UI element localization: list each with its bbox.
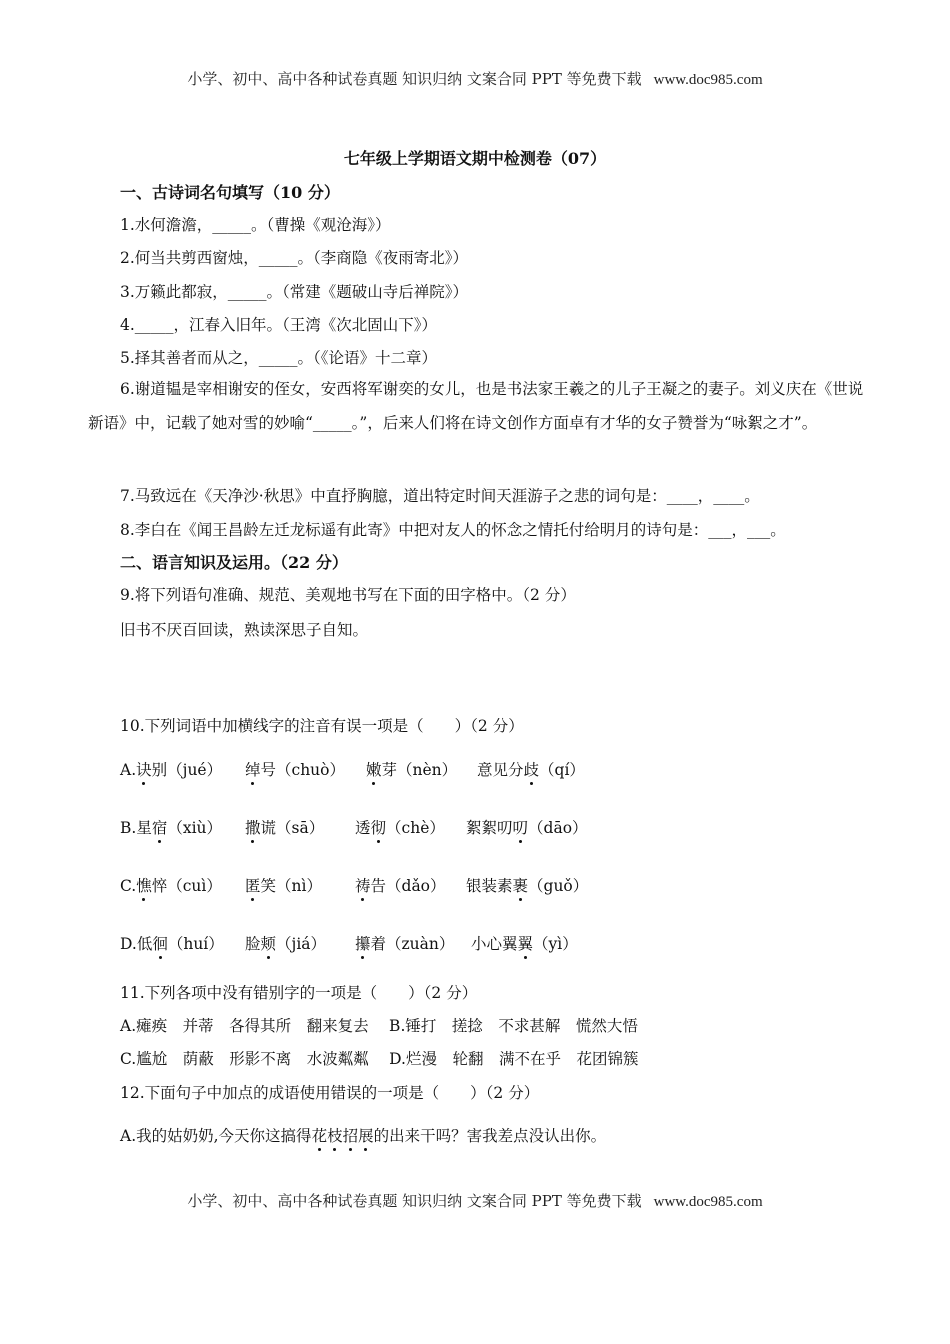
question-5: 5.择其善者而从之，_____。（《论语》十二章） xyxy=(120,349,438,367)
q12-option-a: A.我的姑奶奶,今天你这搞得花枝招展的出来干吗？害我差点没认出你。 xyxy=(120,1124,606,1146)
question-7: 7.马致远在《天净沙·秋思》中直抒胸臆，道出特定时间天涯游子之悲的词句是：____，____。 xyxy=(120,487,760,505)
dotted-char: 匿 xyxy=(245,874,261,896)
dotted-char: 展 xyxy=(358,1124,374,1146)
dotted-char: 撒 xyxy=(245,816,261,838)
header-site-link[interactable]: www.doc985.com xyxy=(653,72,763,88)
q10-option-d-word-3: 攥着（zuàn） xyxy=(355,932,454,954)
question-6: 6.谢道韫是宰相谢安的侄女，安西将军谢奕的女儿，也是书法家王羲之的儿子王凝之的妻子。刘义庆在《世说新语》中，记载了她对雪的妙喻“_____。”，后来人们将在诗文创作方面卓有才华的女子赞誉为“咏絮之才”。 xyxy=(88,380,864,432)
question-10: 10.下列词语中加横线字的注音有误一项是（ ）（2 分） xyxy=(120,717,524,735)
question-12: 12.下面句子中加点的成语使用错误的一项是（ ）（2 分） xyxy=(120,1084,540,1102)
q10-option-a-word-2: 绰号（chuò） xyxy=(245,758,345,780)
question-9-text: 旧书不厌百回读，熟读深思子自知。 xyxy=(120,621,369,639)
q10-option-b-word-2: 撒谎（sā） xyxy=(245,816,324,838)
q10-option-a-word-3: 嫩芽（nèn） xyxy=(366,758,457,780)
dotted-char: 绰 xyxy=(245,758,261,780)
dotted-char: 诀 xyxy=(136,758,152,780)
question-4: 4._____，江春入旧年。（王湾《次北固山下》） xyxy=(120,316,438,334)
dotted-char: 徊 xyxy=(152,932,168,954)
q10-option-c: C.憔悴（cuì） xyxy=(120,874,222,896)
question-9: 9.将下列语句准确、规范、美观地书写在下面的田字格中。（2 分） xyxy=(120,586,576,604)
q10-option-a-word-4: 意见分歧（qí） xyxy=(477,758,585,780)
page-title: 七年级上学期语文期中检测卷（07） xyxy=(343,149,607,168)
q10-option-c-word-2: 匿笑（nì） xyxy=(245,874,322,896)
dotted-char: 花 xyxy=(312,1124,328,1146)
header-text: 小学、初中、高中各种试卷真题 知识归纳 文案合同 PPT 等免费下载 xyxy=(187,70,642,88)
q10-option-d-word-4: 小心翼翼（yì） xyxy=(471,932,578,954)
question-3: 3.万籁此都寂，_____。（常建《题破山寺后禅院》） xyxy=(120,283,469,301)
dotted-char: 攥 xyxy=(355,932,371,954)
q11-options-row-1: A.瘫痪 并蒂 各得其所 翻来复去 B.锤打 搓捻 不求甚解 慌然大悟 xyxy=(120,1017,638,1035)
q10-option-b-word-3: 透彻（chè） xyxy=(355,816,445,838)
dotted-char: 嫩 xyxy=(366,758,382,780)
page-footer xyxy=(0,1190,950,1211)
question-2: 2.何当共剪西窗烛，_____。（李商隐《夜雨寄北》） xyxy=(120,249,469,267)
footer-text: 小学、初中、高中各种试卷真题 知识归纳 文案合同 PPT 等免费下载 xyxy=(187,1192,642,1210)
section1-heading: 一、古诗词名句填写（10 分） xyxy=(120,183,340,202)
dotted-char: 宿 xyxy=(152,816,168,838)
dotted-char: 枝 xyxy=(327,1124,343,1146)
dotted-char: 颊 xyxy=(261,932,277,954)
dotted-char: 歧 xyxy=(524,758,540,780)
q10-option-c-word-4: 银装素裹（guǒ） xyxy=(466,874,588,896)
page-header xyxy=(0,68,950,89)
dotted-char: 招 xyxy=(343,1124,359,1146)
question-8: 8.李白在《闻王昌龄左迁龙标遥有此寄》中把对友人的怀念之情托付给明月的诗句是：___，___。 xyxy=(120,521,786,539)
dotted-char: 祷 xyxy=(355,874,371,896)
q10-option-d-word-2: 脸颊（jiá） xyxy=(245,932,326,954)
q10-option-c-word-3: 祷告（dǎo） xyxy=(355,874,446,896)
dotted-char: 翼 xyxy=(518,932,534,954)
section2-heading: 二、语言知识及运用。（22 分） xyxy=(120,553,348,572)
dotted-char: 叨 xyxy=(513,816,529,838)
dotted-char: 憔 xyxy=(136,874,152,896)
dotted-char: 裹 xyxy=(513,874,529,896)
q10-option-a: A.诀别（jué） xyxy=(120,758,222,780)
q10-option-b: B.星宿（xiù） xyxy=(120,816,222,838)
dotted-char: 彻 xyxy=(371,816,387,838)
footer-site-link[interactable]: www.doc985.com xyxy=(653,1194,763,1210)
question-1: 1.水何澹澹，_____。（曹操《观沧海》） xyxy=(120,216,391,234)
q11-options-row-2: C.尴尬 荫蔽 形影不离 水波粼粼 D.烂漫 轮翻 满不在乎 花团锦簇 xyxy=(120,1050,639,1068)
q10-option-d: D.低徊（huí） xyxy=(120,932,224,954)
question-11: 11.下列各项中没有错别字的一项是（ ）（2 分） xyxy=(120,984,478,1002)
q10-option-b-word-4: 絮絮叨叨（dāo） xyxy=(466,816,588,838)
